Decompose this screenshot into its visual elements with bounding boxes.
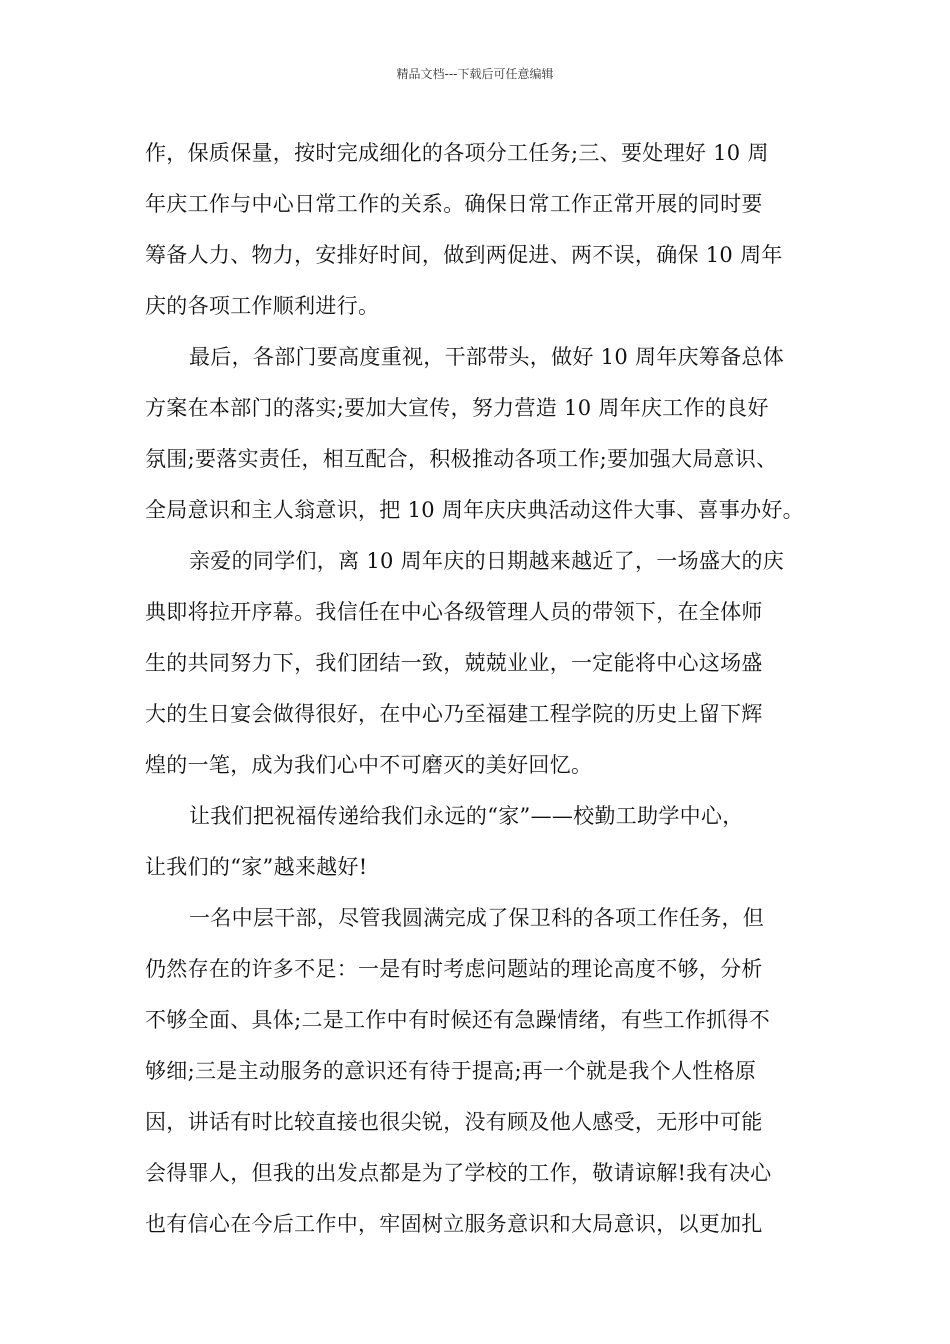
text-line: 仍然存在的许多不足：一是有时考虑问题站的理论高度不够，分析 [145, 957, 763, 981]
text-line: 筹备人力、物力，安排好时间，做到两促进、两不误，确保 10 周年 [145, 243, 783, 267]
text-line: 够细;三是主动服务的意识还有待于提高;再一个就是我个人性格原 [145, 1059, 757, 1083]
text-line: 典即将拉开序幕。我信任在中心各级管理人员的带领下，在全体师 [145, 600, 763, 624]
document-body [145, 128, 825, 1250]
text-line: 作，保质保量，按时完成细化的各项分工任务;三、要处理好 10 周 [145, 141, 769, 165]
paragraph-start-line: 亲爱的同学们，离 10 周年庆的日期越来越近了，一场盛大的庆 [189, 549, 785, 573]
text-line: 大的生日宴会做得很好，在中心乃至福建工程学院的历史上留下辉 [145, 702, 763, 726]
text-line: 年庆工作与中心日常工作的关系。确保日常工作正常开展的同时要 [145, 192, 763, 216]
page-header: 精品文档---下载后可任意编辑 [396, 67, 554, 81]
text-line: 生的共同努力下，我们团结一致，兢兢业业，一定能将中心这场盛 [145, 651, 763, 675]
text-line: 氛围;要落实责任，相互配合，积极推动各项工作;要加强大局意识、 [145, 447, 778, 471]
paragraph-start-line: 最后，各部门要高度重视，干部带头，做好 10 周年庆筹备总体 [189, 345, 785, 369]
text-line: 会得罪人，但我的出发点都是为了学校的工作，敬请谅解!我有决心 [145, 1161, 772, 1185]
paragraph-start-line: 让我们把祝福传递给我们永远的“家”——校勤工助学中心， [189, 804, 744, 828]
text-line: 也有信心在今后工作中，牢固树立服务意识和大局意识，以更加扎 [145, 1212, 763, 1236]
paragraph-start-line: 一名中层干部，尽管我圆满完成了保卫科的各项工作任务，但 [189, 906, 765, 930]
text-line: 让我们的“家”越来越好! [145, 855, 368, 879]
text-line: 煌的一笔，成为我们心中不可磨灭的美好回忆。 [145, 753, 593, 777]
text-line: 因，讲话有时比较直接也很尖锐，没有顾及他人感受，无形中可能 [145, 1110, 763, 1134]
text-line: 全局意识和主人翁意识，把 10 周年庆庆典活动这件大事、喜事办好。 [145, 498, 804, 522]
text-line: 方案在本部门的落实;要加大宣传，努力营造 10 周年庆工作的良好 [145, 396, 769, 420]
text-line: 不够全面、具体;二是工作中有时候还有急躁情绪，有些工作抓得不 [145, 1008, 771, 1032]
text-line: 庆的各项工作顺利进行。 [145, 294, 380, 318]
